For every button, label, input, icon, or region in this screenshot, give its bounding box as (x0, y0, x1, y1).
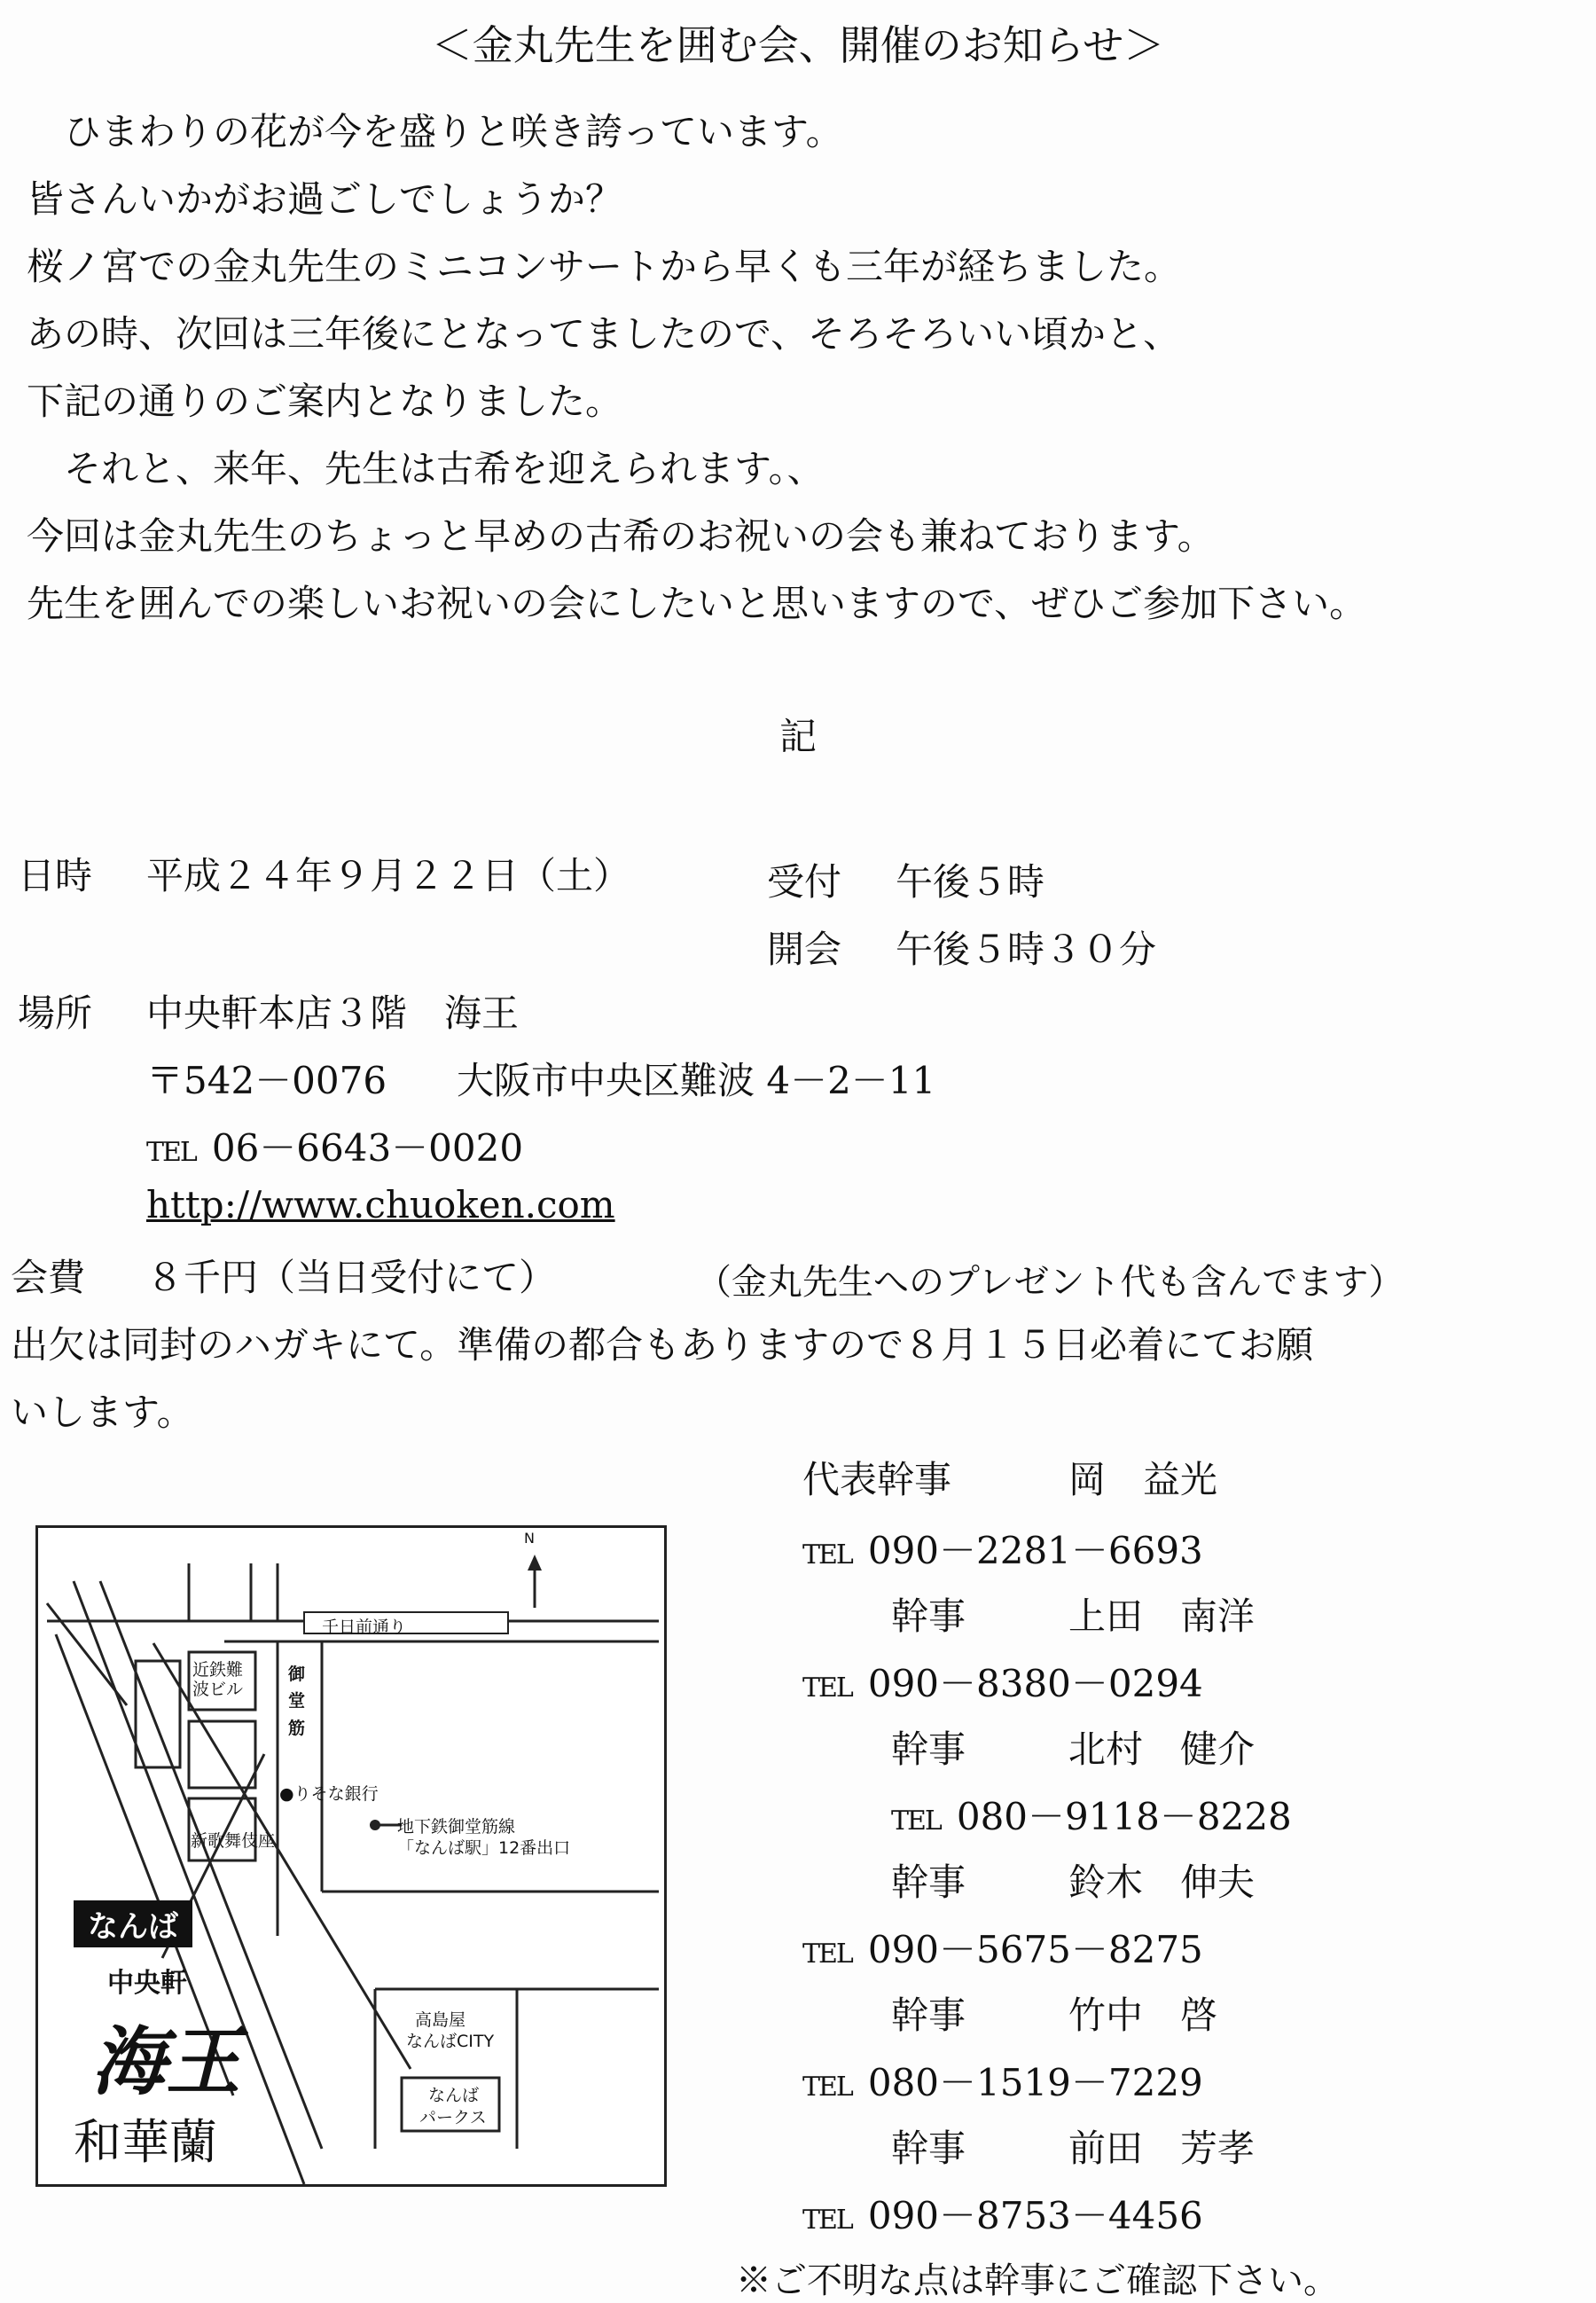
map-resona: ●りそな銀行 (279, 1784, 379, 1804)
tel-prefix: TEL (802, 2072, 852, 2103)
rsvp-line: 出欠は同封のハガキにて。準備の都合もありますので８月１５日必着にてお願 (11, 1323, 1314, 1367)
postal-code: 〒542－0076 (146, 1059, 387, 1102)
date-value: 平成２４年９月２２日（土） (146, 854, 631, 897)
fee-value: ８千円（当日受付にて） (146, 1256, 557, 1299)
organizer-role: 代表幹事 (802, 1458, 952, 1501)
brand-wakaran: 和華蘭 (74, 2114, 217, 2170)
organizer-tel (802, 1655, 1203, 1708)
organizer-role: 幹事 (891, 1860, 966, 1904)
organizer-name: 岡 益光 (1068, 1458, 1218, 1501)
organizer-role: 幹事 (891, 1594, 966, 1638)
organizer-tel (891, 1788, 1292, 1841)
map-shinkabukiza: 新歌舞伎座 (191, 1831, 276, 1851)
organizer-tel-number: 090－5675－8275 (867, 1928, 1203, 1971)
place-label: 場所 (18, 991, 93, 1035)
paragraph-line: ひまわりの花が今を盛りと咲き誇っています。 (27, 110, 843, 153)
open-time: 午後５時３０分 (896, 928, 1157, 971)
paragraph-line: 今回は金丸先生のちょっと早めの古希のお祝いの会も兼ねております。 (27, 514, 1215, 558)
organizer-name: 鈴木 伸夫 (1068, 1860, 1256, 1904)
venue-tel-number: 06－6643－0020 (211, 1126, 524, 1170)
organizer-tel (802, 1921, 1203, 1974)
organizer-tel-number: 090－2281－6693 (867, 1529, 1203, 1572)
ki-heading: 記 (778, 715, 817, 758)
brand-chuoken: 中央軒 (107, 1968, 187, 1999)
map-namba-city: なんばCITY (406, 2032, 495, 2051)
tel-prefix: TEL (802, 1672, 852, 1704)
map-subway-exit: 「なんば駅」12番出口 (397, 1838, 571, 1858)
document-title: ＜金丸先生を囲む会、開催のお知らせ＞ (431, 21, 1165, 69)
brand-kaio: 海王 (91, 2018, 241, 2105)
map-north: N (524, 1530, 535, 1547)
tel-prefix: TEL (802, 2205, 852, 2236)
tel-prefix: TEL (802, 1539, 852, 1571)
organizer-name: 上田 南洋 (1068, 1594, 1256, 1638)
venue-map (35, 1525, 667, 2187)
fee-note: （金丸先生へのプレゼント代も含んでます） (696, 1262, 1404, 1303)
map-namba-parks-1: なんば (428, 2086, 480, 2105)
date-label: 日時 (18, 854, 93, 897)
organizer-tel-number: 090－8753－4456 (867, 2194, 1203, 2237)
organizer-name: 前田 芳孝 (1068, 2127, 1256, 2170)
organizer-role: 幹事 (891, 1727, 966, 1771)
rsvp-line: いします。 (11, 1390, 194, 1434)
map-namba-parks-2: パークス (419, 2108, 487, 2127)
map-takashimaya: 高島屋 (415, 2010, 466, 2030)
organizer-tel-number: 090－8380－0294 (867, 1662, 1203, 1705)
open-label: 開会 (767, 928, 842, 971)
organizer-tel (802, 2187, 1203, 2240)
map-subway-line: 地下鉄御堂筋線 (397, 1817, 516, 1837)
organizer-tel (802, 2054, 1203, 2107)
reception-time: 午後５時 (896, 860, 1045, 904)
tel-prefix: TEL (891, 1806, 941, 1837)
place-name: 中央軒本店３階 海王 (146, 991, 520, 1035)
tel-prefix: TEL (146, 1137, 196, 1168)
map-street-midosuji: 御堂筋 (288, 1665, 306, 1738)
footer-note: ※ご不明な点は幹事にご確認下さい。 (736, 2260, 1339, 2301)
organizer-role: 幹事 (891, 1994, 966, 2037)
reception-label: 受付 (767, 860, 842, 904)
map-kintetsu: 近鉄難波ビル (192, 1660, 244, 1699)
organizer-tel-number: 080－1519－7229 (867, 2061, 1203, 2104)
paragraph-line: あの時、次回は三年後にとなってましたので、そろそろいい頃かと、 (27, 312, 1181, 356)
fee-label: 会費 (11, 1256, 86, 1299)
tel-prefix: TEL (802, 1939, 852, 1970)
organizer-name: 北村 健介 (1068, 1727, 1256, 1771)
venue-url-link[interactable]: http://www.chuoken.com (146, 1183, 615, 1226)
paragraph-line: 先生を囲んでの楽しいお祝いの会にしたいと思いますので、ぜひご参加下さい。 (27, 582, 1367, 625)
venue-tel (146, 1119, 523, 1172)
paragraph-line: 桜ノ宮での金丸先生のミニコンサートから早くも三年が経ちました。 (27, 245, 1182, 288)
organizer-tel (802, 1522, 1203, 1575)
address: 大阪市中央区難波 4－2－11 (457, 1059, 936, 1102)
organizer-tel-number: 080－9118－8228 (956, 1795, 1292, 1838)
paragraph-line: 下記の通りのご案内となりました。 (27, 380, 623, 423)
organizer-role: 幹事 (891, 2127, 966, 2170)
venue-url-row (146, 1183, 615, 1226)
organizer-name: 竹中 啓 (1068, 1994, 1218, 2037)
brand-namba-badge: なんば (74, 1900, 192, 1947)
paragraph-line: 皆さんいかがお過ごしでしょうか？ (27, 177, 623, 221)
paragraph-line: それと、来年、先生は古希を迎えられます。、 (27, 447, 825, 490)
map-street-sennichimae: 千日前通り (322, 1618, 407, 1637)
